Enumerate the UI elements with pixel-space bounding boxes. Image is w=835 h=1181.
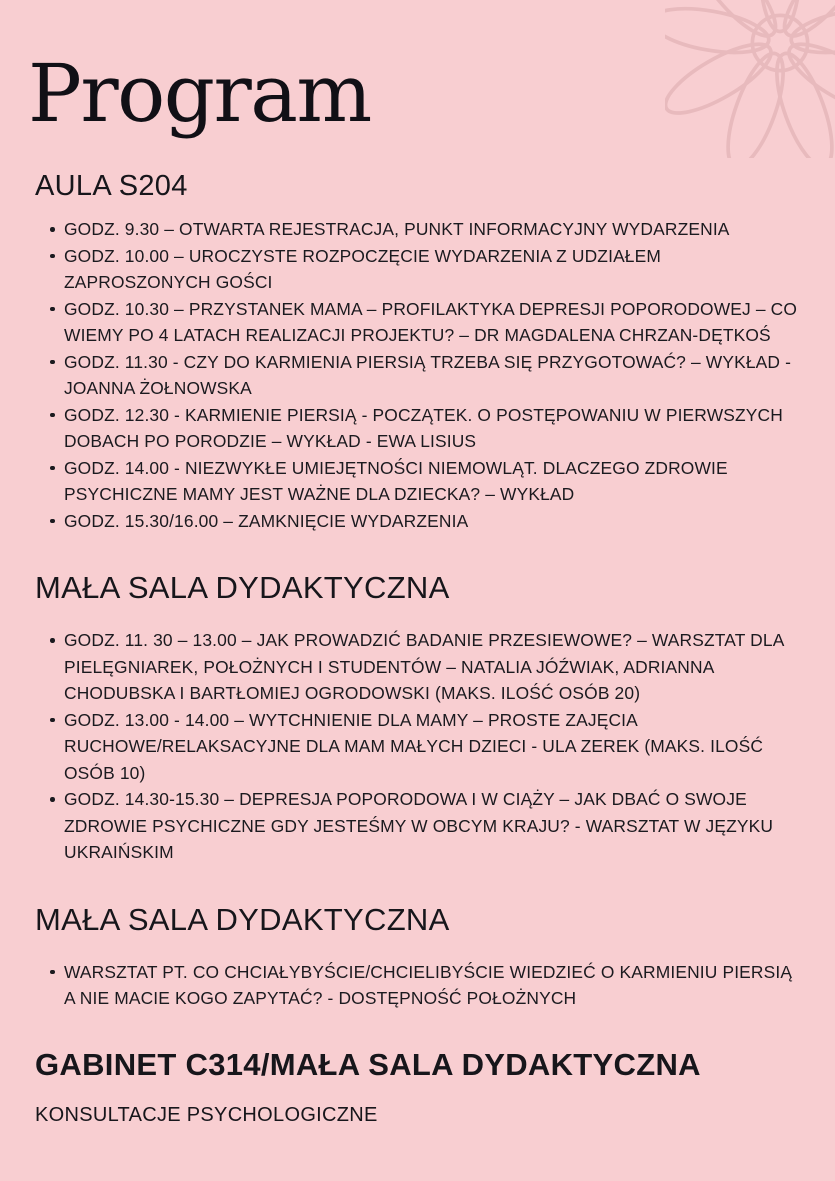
section-heading-gabinet-c314: GABINET C314/MAŁA SALA DYDAKTYCZNA <box>35 1046 701 1082</box>
section-mala-sala-dydaktyczna-1 <box>35 567 799 866</box>
section-heading-aula-s204: AULA S204 <box>35 170 188 202</box>
list-item: GODZ. 15.30/16.00 – ZAMKNIĘCIE WYDARZENIA <box>35 508 799 535</box>
list-item: GODZ. 9.30 – OTWARTA REJESTRACJA, PUNKT INFORMACYJNY WYDARZENIA <box>35 216 799 243</box>
list-item: GODZ. 14.30-15.30 – DEPRESJA POPORODOWA I W CIĄŻY – JAK DBAĆ O SWOJE ZDROWIE PSYCHICZNE GDY JESTEŚMY W OBCYM KRAJU? - WARSZTAT W JĘZYKU UKRAIŃSKIM <box>35 786 799 866</box>
list-item: GODZ. 11. 30 – 13.00 – JAK PROWADZIĆ BADANIE PRZESIEWOWE? – WARSZTAT DLA PIELĘGNIAREK, POŁOŻNYCH I STUDENTÓW – NATALIA JÓŹWIAK, ADRIANNA CHODUBSKA I BARTŁOMIEJ OGRODOWSKI (MAKS. ILOŚĆ OSÓB 20) <box>35 627 799 707</box>
schedule-list-mala-sala-2 <box>35 959 799 1012</box>
list-item: GODZ. 10.00 – UROCZYSTE ROZPOCZĘCIE WYDARZENIA Z UDZIAŁEM ZAPROSZONYCH GOŚCI <box>35 243 799 296</box>
schedule-list-mala-sala-1 <box>35 627 799 866</box>
program-sections <box>0 166 835 1130</box>
section-heading-mala-sala-2: MAŁA SALA DYDAKTYCZNA <box>35 901 450 937</box>
list-item: GODZ. 10.30 – PRZYSTANEK MAMA – PROFILAKTYKA DEPRESJI POPORODOWEJ – CO WIEMY PO 4 LATACH REALIZACJI PROJEKTU? – DR MAGDALENA CHRZAN-DĘTKOŚ <box>35 296 799 349</box>
list-item: GODZ. 13.00 - 14.00 – WYTCHNIENIE DLA MAMY – PROSTE ZAJĘCIA RUCHOWE/RELAKSACYJNE DLA MAM MAŁYCH DZIECI - ULA ZEREK (MAKS. ILOŚĆ OSÓB 10) <box>35 707 799 787</box>
section-heading-mala-sala-1: MAŁA SALA DYDAKTYCZNA <box>35 570 450 605</box>
list-item: GODZ. 14.00 - NIEZWYKŁE UMIEJĘTNOŚCI NIEMOWLĄT. DLACZEGO ZDROWIE PSYCHICZNE MAMY JEST WAŻNE DLA DZIECKA? – WYKŁAD <box>35 455 799 508</box>
page-title: Program <box>28 47 371 140</box>
list-item: GODZ. 11.30 - CZY DO KARMIENIA PIERSIĄ TRZEBA SIĘ PRZYGOTOWAĆ? – WYKŁAD - JOANNA ŻOŁNOWSKA <box>35 349 799 402</box>
list-item: WARSZTAT PT. CO CHCIAŁYBYŚCIE/CHCIELIBYŚCIE WIEDZIEĆ O KARMIENIU PIERSIĄ A NIE MACIE KOGO ZAPYTAĆ? - DOSTĘPNOŚĆ POŁOŻNYCH <box>35 959 799 1012</box>
section-gabinet-c314 <box>35 1044 799 1130</box>
consultation-line: KONSULTACJE PSYCHOLOGICZNE <box>35 1103 378 1126</box>
schedule-list-aula-s204 <box>35 216 799 534</box>
flower-daisy-icon <box>665 0 835 158</box>
section-aula-s204 <box>35 166 799 534</box>
list-item: GODZ. 12.30 - KARMIENIE PIERSIĄ - POCZĄTEK. O POSTĘPOWANIU W PIERWSZYCH DOBACH PO PORODZIE – WYKŁAD - EWA LISIUS <box>35 402 799 455</box>
section-mala-sala-dydaktyczna-2 <box>35 899 799 1012</box>
